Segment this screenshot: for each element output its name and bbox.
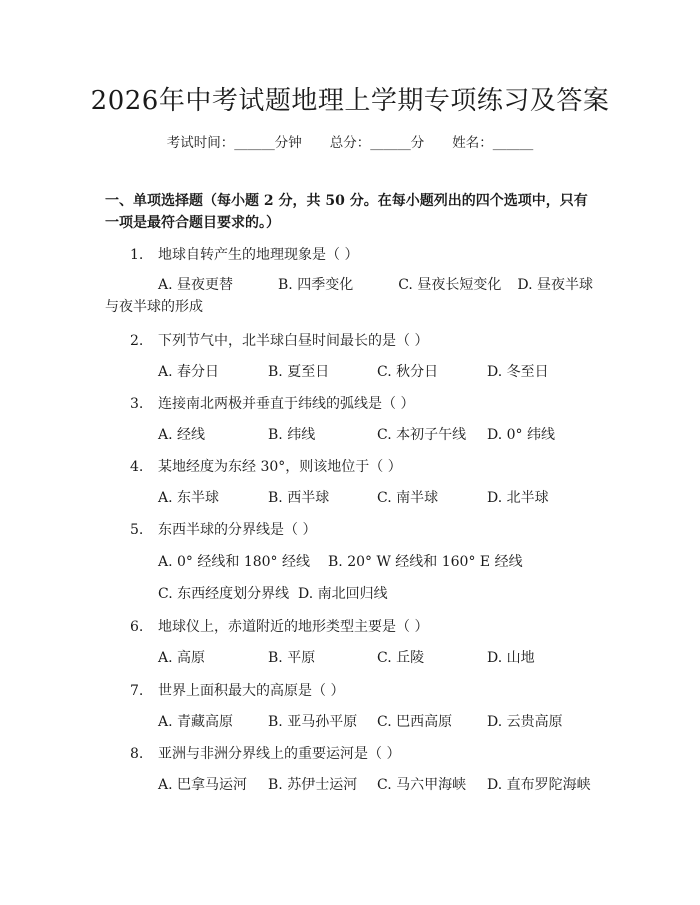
question-text: 地球仪上，赤道附近的地形类型主要是（ ） <box>158 619 429 635</box>
option-d: D. 北半球 <box>487 490 549 506</box>
exam-title: 2026年中考试题地理上学期专项练习及答案 <box>90 86 610 116</box>
question-6 <box>130 616 428 636</box>
question-1 <box>130 244 358 264</box>
option-c: C. 东西经度划分界线 <box>158 586 290 602</box>
option-b: B. 平原 <box>268 650 316 666</box>
question-number: 4. <box>130 459 144 475</box>
option-c: C. 南半球 <box>377 490 439 506</box>
question-number: 2. <box>130 333 144 349</box>
option-d: D. 冬至日 <box>487 364 549 380</box>
question-3 <box>130 393 414 413</box>
time-field: 考试时间：______分钟 <box>166 135 302 151</box>
question-text: 下列节气中，北半球白昼时间最长的是（ ） <box>158 333 429 349</box>
question-text: 某地经度为东经 30°，则该地位于（ ） <box>158 459 402 475</box>
section-heading: 一、单项选择题（每小题 2 分，共 50 分。在每小题列出的四个选项中，只有一项是最符合题目要求的。） <box>105 193 588 231</box>
option-d: D. 山地 <box>487 650 535 666</box>
option-c: C. 马六甲海峡 <box>377 777 467 793</box>
option-c: C. 昼夜长短变化 <box>398 277 502 293</box>
option-b: B. 20° W 经线和 160° E 经线 <box>328 554 523 570</box>
option-b: B. 夏至日 <box>268 364 330 380</box>
option-a: A. 巴拿马运河 <box>158 777 248 793</box>
question-7 <box>130 680 344 700</box>
option-a: A. 高原 <box>158 650 206 666</box>
option-b: B. 西半球 <box>268 490 330 506</box>
option-c: C. 本初子午线 <box>377 427 467 443</box>
option-d: D. 南北回归线 <box>298 586 388 602</box>
question-8 <box>130 743 400 763</box>
option-a: A. 春分日 <box>158 364 220 380</box>
question-4 <box>130 456 402 476</box>
option-b: B. 亚马孙平原 <box>268 714 358 730</box>
option-a: A. 经线 <box>158 427 206 443</box>
option-a: A. 青藏高原 <box>158 714 234 730</box>
question-1-options <box>105 274 597 318</box>
question-5 <box>130 519 316 539</box>
option-d: D. 昼夜半球与夜半球的形成 <box>105 277 593 315</box>
question-number: 5. <box>130 522 144 538</box>
option-d: D. 云贵高原 <box>487 714 563 730</box>
question-number: 1. <box>130 247 144 263</box>
option-a: A. 昼夜更替 <box>158 277 234 293</box>
name-field: 姓名：______ <box>452 135 534 151</box>
option-c: C. 丘陵 <box>377 650 425 666</box>
question-number: 3. <box>130 396 144 412</box>
option-b: B. 四季变化 <box>278 277 354 293</box>
option-b: B. 苏伊士运河 <box>268 777 358 793</box>
option-b: B. 纬线 <box>268 427 316 443</box>
option-a: A. 0° 经线和 180° 经线 <box>158 554 310 570</box>
option-a: A. 东半球 <box>158 490 220 506</box>
question-number: 7. <box>130 683 144 699</box>
question-number: 8. <box>130 746 144 762</box>
question-text: 地球自转产生的地理现象是（ ） <box>158 247 359 263</box>
exam-meta <box>0 131 700 151</box>
option-d: D. 直布罗陀海峡 <box>487 777 591 793</box>
question-text: 世界上面积最大的高原是（ ） <box>158 683 345 699</box>
question-text: 东西半球的分界线是（ ） <box>158 522 317 538</box>
question-text: 亚洲与非洲分界线上的重要运河是（ ） <box>158 746 401 762</box>
question-text: 连接南北两极并垂直于纬线的弧线是（ ） <box>158 396 415 412</box>
score-field: 总分：______分 <box>329 135 425 151</box>
option-c: C. 秋分日 <box>377 364 439 380</box>
question-number: 6. <box>130 619 144 635</box>
option-c: C. 巴西高原 <box>377 714 453 730</box>
question-2 <box>130 330 428 350</box>
option-d: D. 0° 纬线 <box>487 427 555 443</box>
